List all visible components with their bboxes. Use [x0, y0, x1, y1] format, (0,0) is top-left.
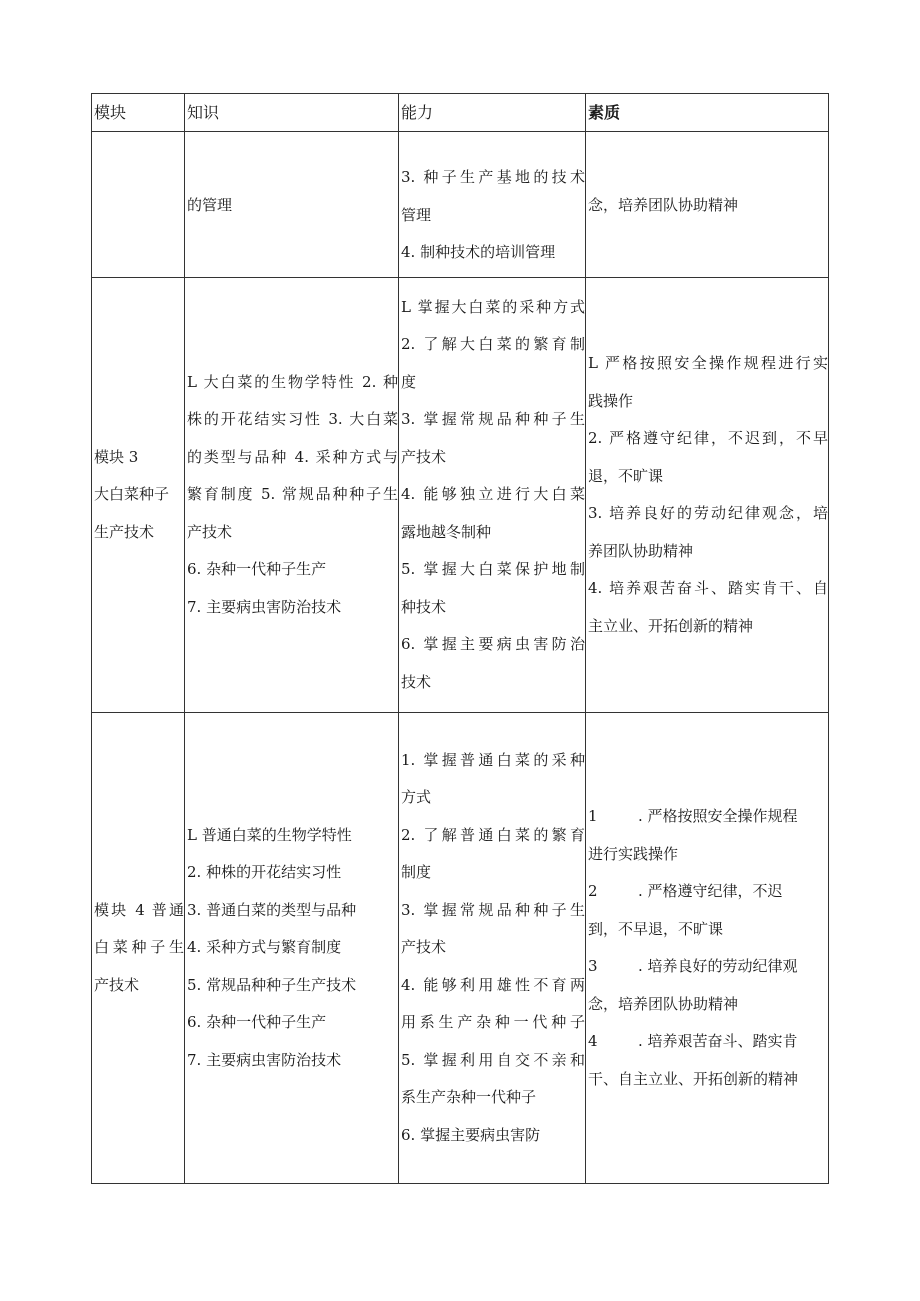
curriculum-table [91, 93, 829, 1184]
ability-line: 露地越冬制种 [401, 522, 492, 541]
ability-line: 3. 掌握常规品种种子生 [401, 900, 585, 919]
knowledge-line: L 普通白菜的生物学特性 [187, 825, 352, 844]
ability-line: 4. 制种技术的培训管理 [401, 243, 556, 262]
header-knowledge: 知识 [185, 94, 399, 132]
item-text: . 培养良好的劳动纪律观 [638, 957, 798, 975]
ability-cell [399, 713, 586, 1184]
ability-line: L 掌握大白菜的采种方式 [401, 297, 585, 316]
quality-line: 干、自主立业、开拓创新的精神 [588, 1069, 799, 1088]
item-number: 3 [588, 957, 598, 975]
table-row [92, 278, 829, 713]
module-line: 模块 4 普通 [94, 900, 184, 919]
quality-line: 念，培养团队协助精神 [588, 994, 739, 1013]
ability-line: 3. 种子生产基地的技术 [401, 168, 585, 187]
quality-cell [586, 278, 829, 713]
module-cell [92, 713, 185, 1184]
ability-line: 4. 能够独立进行大白菜 [401, 485, 585, 504]
knowledge-cell [185, 132, 399, 278]
quality-line: 3. 培养良好的劳动纪律观念，培 [588, 504, 828, 522]
knowledge-line: 3. 普通白菜的类型与品种 [187, 900, 357, 919]
quality-line: 念，培养团队协助精神 [588, 195, 739, 214]
ability-cell [399, 132, 586, 278]
quality-line: 到，不早退，不旷课 [588, 919, 724, 938]
table-row [92, 132, 829, 278]
item-text: . 严格遵守纪律，不迟 [638, 882, 783, 900]
quality-line: 退，不旷课 [588, 466, 664, 485]
knowledge-line: 的类型与品种 4. 采种方式与 [187, 447, 398, 466]
quality-line [588, 798, 828, 836]
header-quality: 素质 [586, 94, 829, 132]
ability-line: 2. 了解大白菜的繁育制 [401, 335, 585, 354]
item-number: 4 [588, 1032, 598, 1050]
knowledge-line: 7. 主要病虫害防治技术 [187, 597, 342, 616]
quality-line [588, 948, 828, 986]
module-cell [92, 132, 185, 278]
ability-line: 2. 了解普通白菜的繁育 [401, 825, 585, 844]
module-line: 模块 3 [94, 447, 139, 466]
module-cell [92, 278, 185, 713]
quality-line: 主立业、开拓创新的精神 [588, 616, 754, 635]
knowledge-line: 5. 常规品种种子生产技术 [187, 975, 357, 994]
table-header-row [92, 94, 829, 132]
header-ability: 能力 [399, 94, 586, 132]
quality-line: 践操作 [588, 391, 634, 410]
knowledge-line: 6. 杂种一代种子生产 [187, 560, 327, 579]
knowledge-line: 4. 采种方式与繁育制度 [187, 938, 342, 957]
quality-line: 进行实践操作 [588, 844, 679, 863]
knowledge-line: 7. 主要病虫害防治技术 [187, 1050, 342, 1069]
quality-line: 养团队协助精神 [588, 541, 694, 560]
knowledge-line: 繁育制度 5. 常规品种种子生 [187, 485, 398, 504]
knowledge-line: L 大白菜的生物学特性 2. 种 [187, 372, 398, 391]
quality-line [588, 1023, 828, 1061]
knowledge-line: 2. 种株的开花结实习性 [187, 863, 342, 882]
item-text: . 严格按照安全操作规程 [638, 807, 798, 825]
ability-line: 管理 [401, 205, 432, 224]
ability-line: 4. 能够利用雄性不育两 [401, 975, 585, 994]
table-row [92, 713, 829, 1184]
module-line: 生产技术 [94, 522, 155, 541]
item-text: . 培养艰苦奋斗、踏实肯 [638, 1032, 798, 1050]
module-line: 产技术 [94, 975, 140, 994]
knowledge-cell [185, 713, 399, 1184]
ability-line: 产技术 [401, 938, 447, 957]
ability-line: 技术 [401, 672, 432, 691]
header-module: 模块 [92, 94, 185, 132]
ability-line: 5. 掌握大白菜保护地制 [401, 560, 585, 579]
ability-line: 用系生产杂种一代种子 [401, 1013, 585, 1032]
ability-line: 种技术 [401, 597, 447, 616]
knowledge-line: 的管理 [187, 195, 233, 214]
ability-cell [399, 278, 586, 713]
ability-line: 方式 [401, 788, 432, 807]
quality-line: L 严格按照安全操作规程进行实 [588, 354, 828, 372]
quality-line: 4. 培养艰苦奋斗、踏实肯干、自 [588, 579, 828, 597]
ability-line: 3. 掌握常规品种种子生 [401, 410, 585, 429]
knowledge-cell [185, 278, 399, 713]
ability-line: 1. 掌握普通白菜的采种 [401, 750, 585, 769]
ability-line: 产技术 [401, 447, 447, 466]
item-number: 1 [588, 807, 598, 825]
ability-line: 5. 掌握利用自交不亲和 [401, 1050, 585, 1069]
ability-line: 系生产杂种一代种子 [401, 1088, 537, 1107]
quality-cell [586, 132, 829, 278]
knowledge-line: 株的开花结实习性 3. 大白菜 [187, 410, 398, 429]
ability-line: 6. 掌握主要病虫害防 [401, 1125, 541, 1144]
module-line: 白菜种子生 [94, 938, 184, 957]
ability-line: 度 [401, 372, 417, 391]
quality-cell [586, 713, 829, 1184]
knowledge-line: 6. 杂种一代种子生产 [187, 1013, 327, 1032]
ability-line: 6. 掌握主要病虫害防治 [401, 635, 585, 654]
item-number: 2 [588, 882, 598, 900]
quality-line [588, 873, 828, 911]
module-line: 大白菜种子 [94, 485, 170, 504]
knowledge-line: 产技术 [187, 522, 233, 541]
quality-line: 2. 严格遵守纪律，不迟到，不早 [588, 429, 828, 447]
ability-line: 制度 [401, 863, 432, 882]
